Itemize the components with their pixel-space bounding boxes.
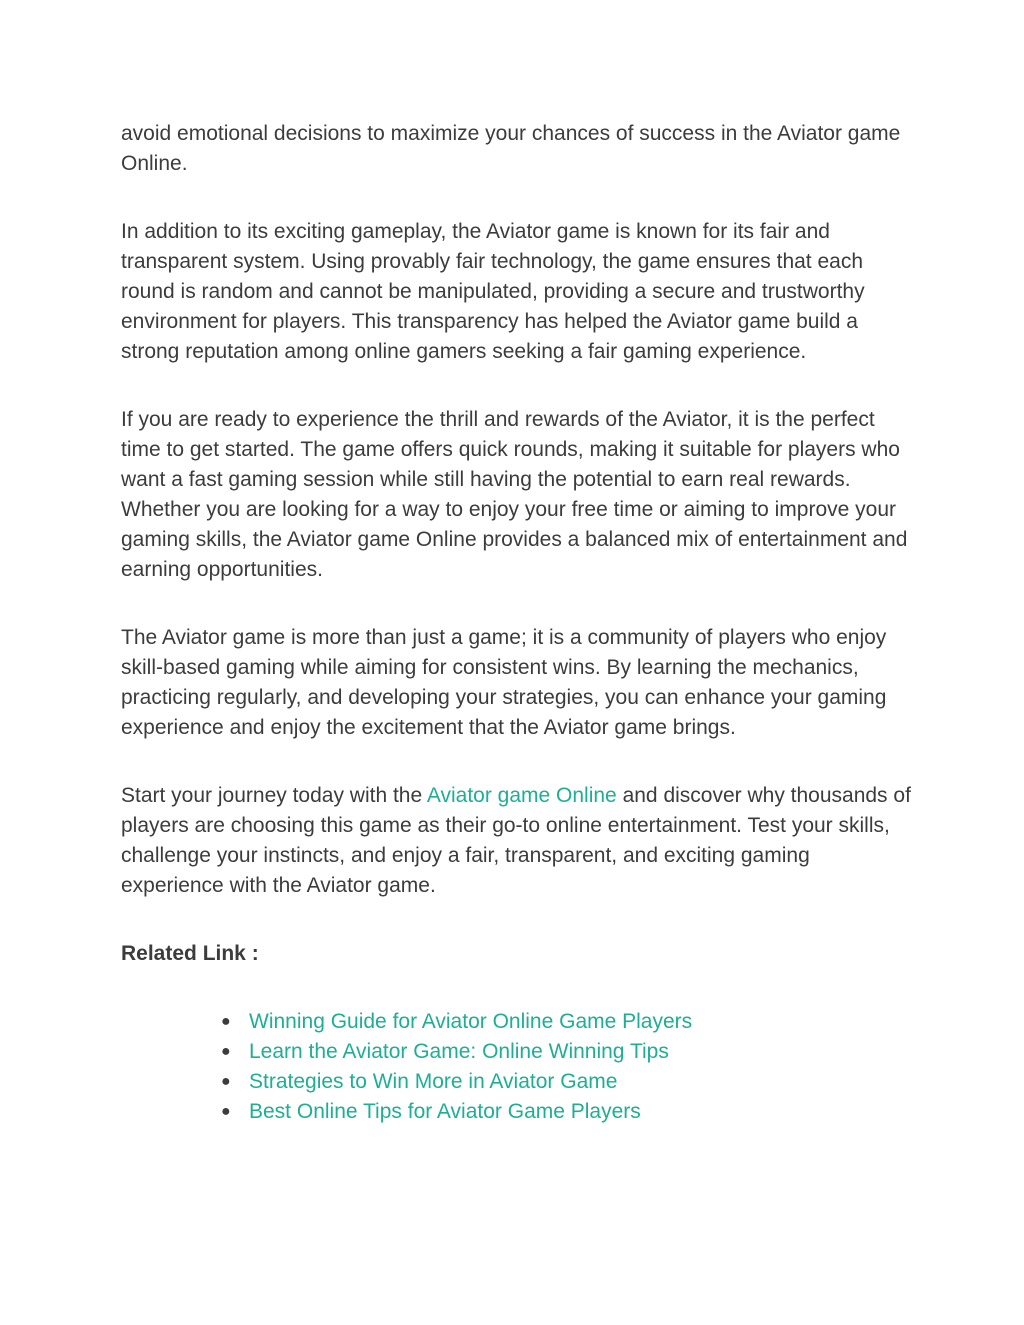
related-link-strategies[interactable]: Strategies to Win More in Aviator Game (249, 1070, 618, 1093)
related-link-heading: Related Link : (121, 942, 259, 965)
related-list-item (221, 1037, 911, 1067)
paragraph-fairness: In addition to its exciting gameplay, the Aviator game is known for its fair and transparent system. Using provably fair technology, the game ensures that each round is random and cannot be manipulated, providing a secure and trustworthy environment for players. This transparency has helped the Aviator game build a strong reputation among online gamers seeking a fair gaming experience. (121, 220, 865, 363)
related-links-list (121, 1007, 911, 1127)
paragraph-get-started: If you are ready to experience the thrill and rewards of the Aviator, it is the perfect time to get started. The game offers quick rounds, making it suitable for players who want a fast gaming session while still having the potential to earn real rewards. Whether you are looking for a way to enjoy your free time or aiming to improve your gaming skills, the Aviator game Online provides a balanced mix of entertainment and earning opportunities. (121, 408, 908, 581)
related-list-item (221, 1097, 911, 1127)
related-link-winning-guide[interactable]: Winning Guide for Aviator Online Game Players (249, 1010, 693, 1033)
start-journey-text-after: and discover why thousands of players are choosing this game as their go-to online entertainment. Test your skills, challenge your instincts, and enjoy a fair, transparent, and exciting gaming experience with the Aviator game. (121, 784, 911, 897)
document-page (121, 119, 911, 1127)
bullet-icon: ● (221, 1043, 231, 1060)
bullet-icon: ● (221, 1073, 231, 1090)
start-journey-text-before: Start your journey today with the (121, 784, 427, 807)
related-list-item (221, 1007, 911, 1037)
related-list-item (221, 1067, 911, 1097)
paragraph-start-journey (121, 781, 911, 901)
related-link-learn-tips[interactable]: Learn the Aviator Game: Online Winning Tips (249, 1040, 669, 1063)
bullet-icon: ● (221, 1013, 231, 1030)
aviator-game-online-link[interactable]: Aviator game Online (426, 784, 617, 807)
paragraph-intro: avoid emotional decisions to maximize your chances of success in the Aviator game Online. (121, 122, 901, 175)
paragraph-community: The Aviator game is more than just a game; it is a community of players who enjoy skill-based gaming while aiming for consistent wins. By learning the mechanics, practicing regularly, and developing your strategies, you can enhance your gaming experience and enjoy the excitement that the Aviator game brings. (121, 626, 887, 739)
related-link-best-tips[interactable]: Best Online Tips for Aviator Game Players (249, 1100, 641, 1123)
bullet-icon: ● (221, 1103, 231, 1120)
